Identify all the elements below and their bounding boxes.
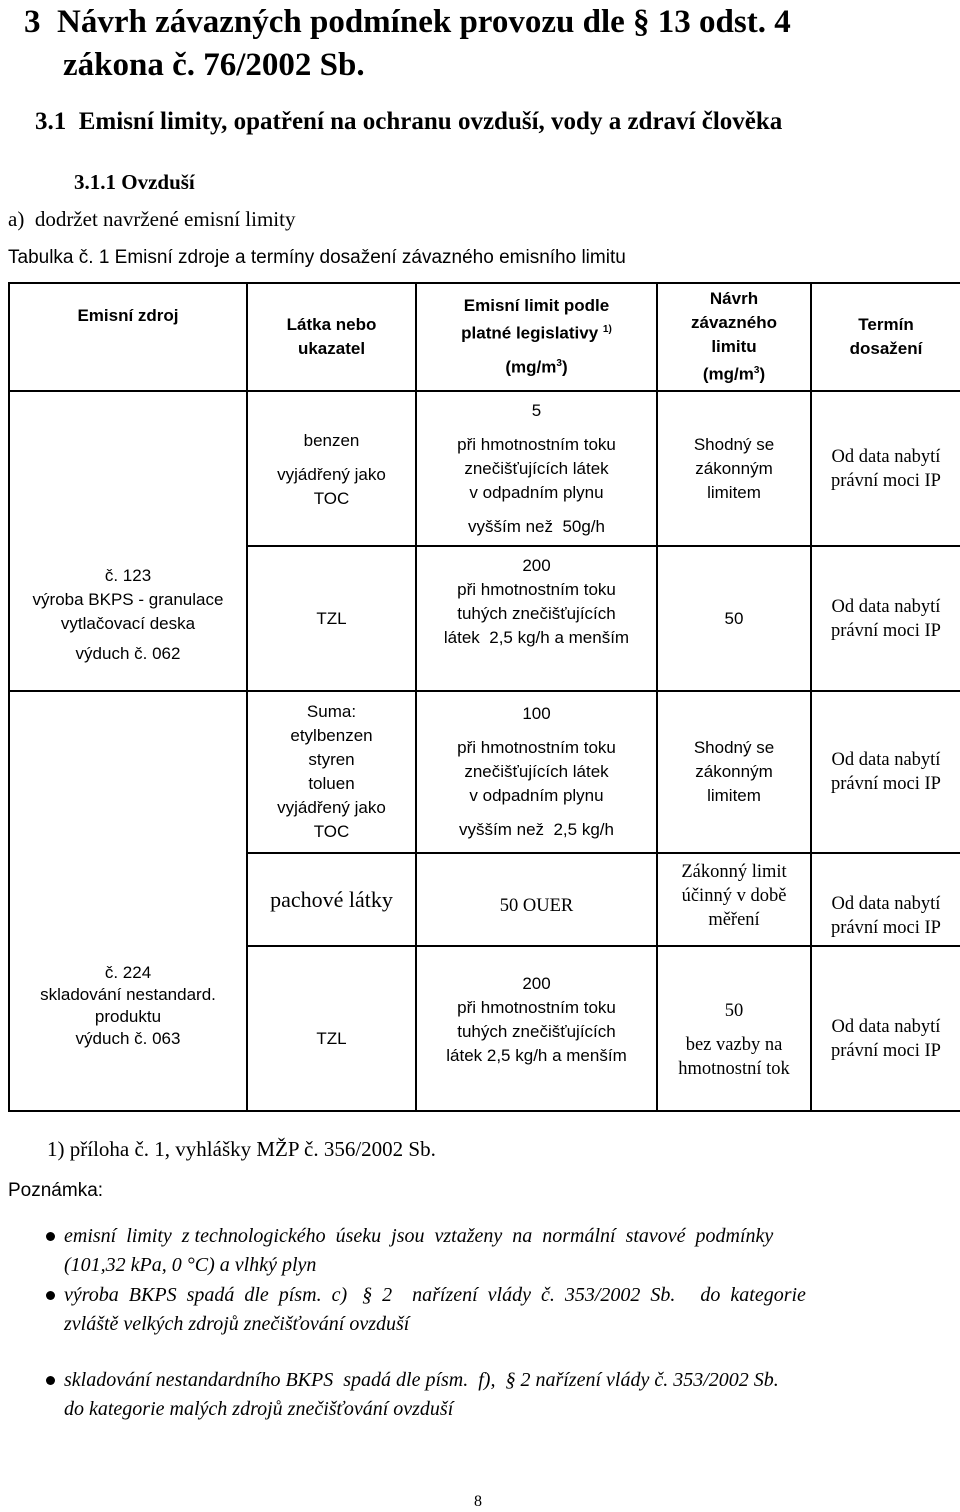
limit-cell: 5 při hmotnostním toku znečišťujících látek v odpadním plynu vyšším než 50g/h bbox=[457, 400, 616, 536]
heading-end: 13 odst. 4 bbox=[657, 4, 791, 40]
heading-number: 3 bbox=[24, 4, 41, 40]
section-sign: § bbox=[633, 4, 650, 40]
header-substance: Látka nebo ukazatel bbox=[286, 315, 377, 358]
heading-line-1 bbox=[24, 0, 791, 44]
table-caption: Tabulka č. 1 Emisní zdroje a termíny dosažení závazného emisního limitu bbox=[8, 247, 626, 268]
footnote: 1) příloha č. 1, vyhlášky MŽP č. 356/2002 Sb. bbox=[47, 1137, 436, 1161]
limit-cell: 100 při hmotnostním toku znečišťujících látek v odpadním plynu vyšším než 2,5 kg/h bbox=[457, 704, 616, 839]
substance-cell: Suma: etylbenzen styren toluen vyjádřený jako TOC bbox=[277, 702, 386, 841]
bullet-icon bbox=[46, 1232, 55, 1241]
note-label: Poznámka: bbox=[8, 1180, 104, 1201]
note-item: skladování nestandardního BKPS spadá dle písm. f), § 2 nařízení vlády č. 353/2002 Sb. do kategorie malých zdrojů znečišťování ovzduší bbox=[64, 1369, 779, 1420]
term-cell: Od data nabytí právní moci IP bbox=[831, 1017, 941, 1061]
heading-text: Návrh závazných podmínek provozu dle bbox=[57, 4, 625, 40]
limit-cell: 200 při hmotnostním toku tuhých znečišťujících látek 2,5 kg/h a menším bbox=[443, 556, 630, 647]
subheading: 3.1 Emisní limity, opatření na ochranu ovzduší, vody a zdraví člověka bbox=[35, 108, 783, 135]
table-bottom-border bbox=[8, 1110, 960, 1112]
source-cell: č. 123 výroba BKPS - granulace vytlačovací deska výduch č. 062 bbox=[32, 566, 224, 663]
proposal-cell: Shodný se zákonným limitem bbox=[693, 738, 775, 805]
note-item: výroba BKPS spadá dle písm. c) § 2 nařízení vlády č. 353/2002 Sb. do kategorie zvláště velkých zdrojů znečišťování ovzduší bbox=[64, 1284, 806, 1335]
intro-text: a) dodržet navržené emisní limity bbox=[8, 207, 296, 231]
bullet-icon bbox=[46, 1291, 55, 1300]
page-number: 8 bbox=[474, 1493, 482, 1510]
limit-cell: 200 při hmotnostním toku tuhých znečišťujících látek 2,5 kg/h a menším bbox=[446, 974, 627, 1065]
proposal-cell: Zákonný limit účinný v době měření bbox=[681, 862, 787, 930]
note-item: emisní limity z technologického úseku jsou vztaženy na normální stavové podmínky (101,32 kPa, 0 °C) a vlhký plyn bbox=[64, 1225, 774, 1276]
proposal-cell: 50 bbox=[724, 608, 744, 628]
substance-cell: TZL bbox=[316, 1029, 347, 1048]
heading-line-2: zákona č. 76/2002 Sb. bbox=[63, 47, 365, 83]
header-limit: Emisní limit podle platné legislativy $^{1)}$ $(mg/m^3)$ bbox=[461, 296, 612, 377]
header-source: Emisní zdroj bbox=[77, 306, 179, 325]
subsubheading: 3.1.1 Ovzduší bbox=[74, 170, 195, 194]
substance-cell: TZL bbox=[316, 608, 347, 628]
proposal-cell: Shodný se zákonným limitem bbox=[693, 434, 775, 502]
source-cell: č. 224 skladování nestandard. produktu výduch č. 063 bbox=[40, 963, 216, 1048]
term-cell: Od data nabytí právní moci IP bbox=[831, 750, 941, 794]
limit-cell: 50 OUER bbox=[499, 895, 574, 916]
term-cell: Od data nabytí právní moci IP bbox=[831, 596, 941, 641]
bullet-icon bbox=[46, 1376, 55, 1385]
proposal-cell: 50 bez vazby na hmotnostní tok bbox=[678, 1001, 790, 1079]
term-cell: Od data nabytí právní moci IP bbox=[831, 893, 941, 938]
substance-cell: benzen vyjádřený jako TOC bbox=[277, 431, 386, 508]
term-cell: Od data nabytí právní moci IP bbox=[831, 446, 941, 491]
header-term: Termín dosažení bbox=[849, 315, 923, 358]
substance-cell: pachové látky bbox=[270, 886, 393, 912]
header-proposal: Návrh závazného limitu $(mg/m^3)$ bbox=[691, 289, 777, 384]
